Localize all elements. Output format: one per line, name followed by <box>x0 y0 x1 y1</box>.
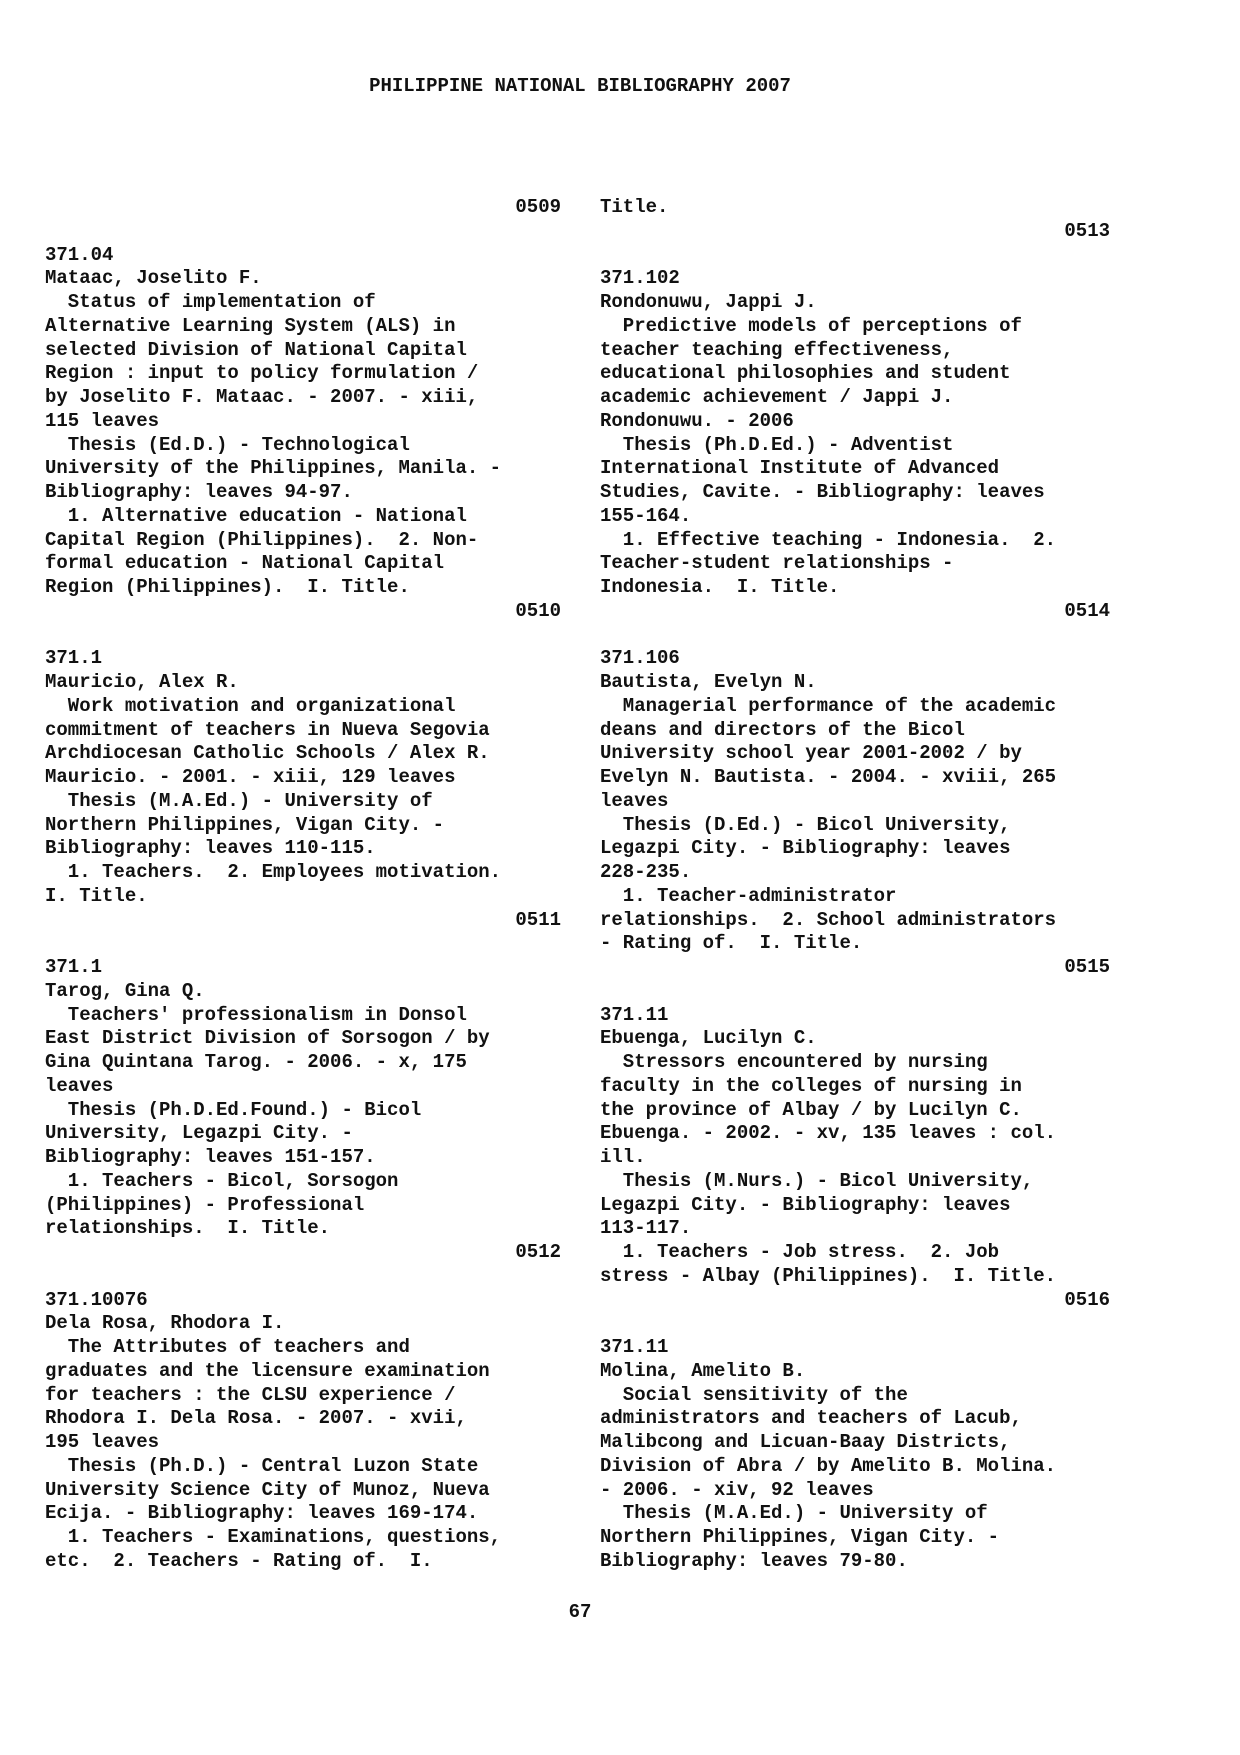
text-line: Thesis (D.Ed.) - Bicol University, <box>600 813 1011 836</box>
text-line: academic achievement / Jappi J. <box>600 386 954 408</box>
text-line: 1. Teachers - Bicol, Sorsogon <box>45 1169 399 1192</box>
text-line: selected Division of National Capital <box>45 338 467 361</box>
text-line: relationships. 2. School administrators <box>600 908 1057 931</box>
text-line: Evelyn N. Bautista. - 2004. - xviii, 265 <box>600 766 1057 788</box>
text-line: Malibcong and Licuan-Baay Districts, <box>600 1431 1011 1453</box>
text-line: Dela Rosa, Rhodora I. <box>45 1312 285 1335</box>
text-line: Gina Quintana Tarog. - 2006. - x, 175 <box>45 1051 467 1073</box>
text-line: Mataac, Joselito F. <box>45 267 262 290</box>
text-line: University of the Philippines, Manila. - <box>45 457 502 480</box>
text-line: Thesis (M.A.Ed.) - University of <box>45 789 433 812</box>
text-line: 371.102 <box>600 267 680 290</box>
blank-line <box>45 1265 561 1289</box>
text-line: Work motivation and organizational <box>45 694 456 717</box>
text-line: Capital Region (Philippines). 2. Non- <box>45 528 479 551</box>
entry-number: 0511 <box>515 908 561 931</box>
text-line: 371.1 <box>45 956 103 978</box>
text-line: 371.04 <box>45 243 114 266</box>
text-line: Region : input to policy formulation / <box>45 362 479 385</box>
text-line: Rondonuwu, Jappi J. <box>600 291 817 313</box>
blank-line <box>45 624 561 648</box>
text-line: 1. Teachers - Examinations, questions, <box>45 1526 502 1548</box>
text-line: Bautista, Evelyn N. <box>600 671 817 693</box>
text-line: stress - Albay (Philippines). I. Title. <box>600 1264 1057 1287</box>
blank-line <box>600 244 1110 268</box>
text-line: 1. Teachers. 2. Employees motivation. <box>45 861 502 883</box>
text-line: 371.11 <box>600 1003 669 1026</box>
blank-line <box>600 980 1110 1004</box>
text-line: formal education - National Capital <box>45 552 445 575</box>
entry-number: 0516 <box>1064 1288 1110 1311</box>
text-line: Archdiocesan Catholic Schools / Alex R. <box>45 742 490 765</box>
left-column <box>45 196 561 1574</box>
text-line: Molina, Amelito B. <box>600 1359 806 1382</box>
text-line: administrators and teachers of Lacub, <box>600 1407 1022 1430</box>
text-line: 371.10076 <box>45 1288 148 1311</box>
text-line: 1. Teacher-administrator <box>600 884 897 907</box>
text-line: I. Title. <box>45 884 148 907</box>
entry-number: 0510 <box>515 599 561 622</box>
blank-line <box>45 932 561 956</box>
text-line: Managerial performance of the academic <box>600 694 1057 717</box>
text-line: Status of implementation of <box>45 291 376 313</box>
text-line: Bibliography: leaves 110-115. <box>45 837 376 860</box>
text-line: Bibliography: leaves 94-97. <box>45 481 353 503</box>
text-line: teacher teaching effectiveness, <box>600 338 954 361</box>
text-line: 1. Teachers - Job stress. 2. Job <box>600 1241 1000 1263</box>
text-line: Studies, Cavite. - Bibliography: leaves <box>600 481 1045 503</box>
text-line: University school year 2001-2002 / by <box>600 742 1022 765</box>
text-line: - Rating of. I. Title. <box>600 932 863 955</box>
text-line: 155-164. <box>600 504 692 527</box>
text-line: for teachers : the CLSU experience / <box>45 1383 456 1406</box>
text-line: 1. Effective teaching - Indonesia. 2. <box>600 528 1057 551</box>
text-line: Thesis (Ph.D.Ed.Found.) - Bicol <box>45 1098 422 1121</box>
text-line: faculty in the colleges of nursing in <box>600 1074 1022 1097</box>
text-line: Rondonuwu. - 2006 <box>600 409 794 432</box>
text-line: relationships. I. Title. <box>45 1217 331 1240</box>
text-line: Alternative Learning System (ALS) in <box>45 314 456 337</box>
text-line: 195 leaves <box>45 1431 160 1453</box>
text-line: Thesis (Ph.D.Ed.) - Adventist <box>600 433 954 456</box>
text-line: Bibliography: leaves 151-157. <box>45 1146 376 1168</box>
text-line: (Philippines) - Professional <box>45 1193 365 1216</box>
text-line: Legazpi City. - Bibliography: leaves <box>600 1193 1011 1216</box>
text-line: Ebuenga, Lucilyn C. <box>600 1027 817 1050</box>
text-line: - 2006. - xiv, 92 leaves <box>600 1478 874 1501</box>
text-line: Predictive models of perceptions of <box>600 314 1022 337</box>
text-line: Mauricio. - 2001. - xiii, 129 leaves <box>45 766 456 788</box>
text-line: Tarog, Gina Q. <box>45 979 205 1002</box>
text-line: 113-117. <box>600 1217 692 1240</box>
text-line: graduates and the licensure examination <box>45 1359 490 1382</box>
text-line: Rhodora I. Dela Rosa. - 2007. - xvii, <box>45 1407 467 1430</box>
text-line: Thesis (Ph.D.) - Central Luzon State <box>45 1454 479 1477</box>
right-column <box>600 196 1110 1574</box>
entry-number: 0513 <box>1064 219 1110 242</box>
text-line: Northern Philippines, Vigan City. - <box>45 813 445 836</box>
text-line: Stressors encountered by nursing <box>600 1051 988 1073</box>
text-line: 1. Alternative education - National <box>45 504 467 527</box>
blank-line <box>600 624 1110 648</box>
text-line: commitment of teachers in Nueva Segovia <box>45 718 490 741</box>
text-line: Thesis (M.Nurs.) - Bicol University, <box>600 1169 1034 1192</box>
text-line: Division of Abra / by Amelito B. Molina. <box>600 1454 1057 1477</box>
text-line: Ebuenga. - 2002. - xv, 135 leaves : col. <box>600 1122 1057 1145</box>
text-line: Region (Philippines). I. Title. <box>45 576 410 598</box>
text-line: Indonesia. I. Title. <box>600 576 840 598</box>
text-line: 115 leaves <box>45 409 160 432</box>
text-line: 371.11 <box>600 1336 669 1358</box>
text-line: Northern Philippines, Vigan City. - <box>600 1526 1000 1548</box>
text-line: University, Legazpi City. - <box>45 1122 353 1145</box>
text-line: Title. <box>600 196 669 218</box>
text-line: University Science City of Munoz, Nueva <box>45 1478 490 1501</box>
text-line: International Institute of Advanced <box>600 457 1000 480</box>
text-line: Legazpi City. - Bibliography: leaves <box>600 837 1011 860</box>
text-line: East District Division of Sorsogon / by <box>45 1027 490 1050</box>
text-line: by Joselito F. Mataac. - 2007. - xiii, <box>45 386 479 408</box>
text-line: educational philosophies and student <box>600 362 1011 385</box>
entry-number: 0509 <box>515 196 561 218</box>
entry-number: 0514 <box>1064 599 1110 622</box>
text-line: Teachers' professionalism in Donsol <box>45 1003 467 1026</box>
text-line: 228-235. <box>600 861 692 883</box>
page-number: 67 <box>568 1601 592 1623</box>
text-line: etc. 2. Teachers - Rating of. I. <box>45 1549 433 1572</box>
text-line: ill. <box>600 1146 646 1168</box>
page-header: PHILIPPINE NATIONAL BIBLIOGRAPHY 2007 <box>369 75 791 97</box>
text-line: Thesis (M.A.Ed.) - University of <box>600 1502 988 1525</box>
text-line: leaves <box>600 789 669 812</box>
text-line: deans and directors of the Bicol <box>600 718 965 741</box>
text-line: Teacher-student relationships - <box>600 552 954 575</box>
blank-line <box>600 1312 1110 1336</box>
text-line: Ecija. - Bibliography: leaves 169-174. <box>45 1502 479 1525</box>
text-line: leaves <box>45 1074 114 1097</box>
text-line: 371.106 <box>600 647 680 670</box>
text-line: Thesis (Ed.D.) - Technological <box>45 433 410 456</box>
text-line: Bibliography: leaves 79-80. <box>600 1549 908 1572</box>
entry-number: 0512 <box>515 1241 561 1263</box>
blank-line <box>45 220 561 244</box>
text-line: The Attributes of teachers and <box>45 1336 410 1358</box>
entry-number: 0515 <box>1064 956 1110 978</box>
text-line: Mauricio, Alex R. <box>45 671 239 693</box>
text-line: 371.1 <box>45 647 103 670</box>
text-line: the province of Albay / by Lucilyn C. <box>600 1098 1022 1121</box>
text-line: Social sensitivity of the <box>600 1383 908 1406</box>
